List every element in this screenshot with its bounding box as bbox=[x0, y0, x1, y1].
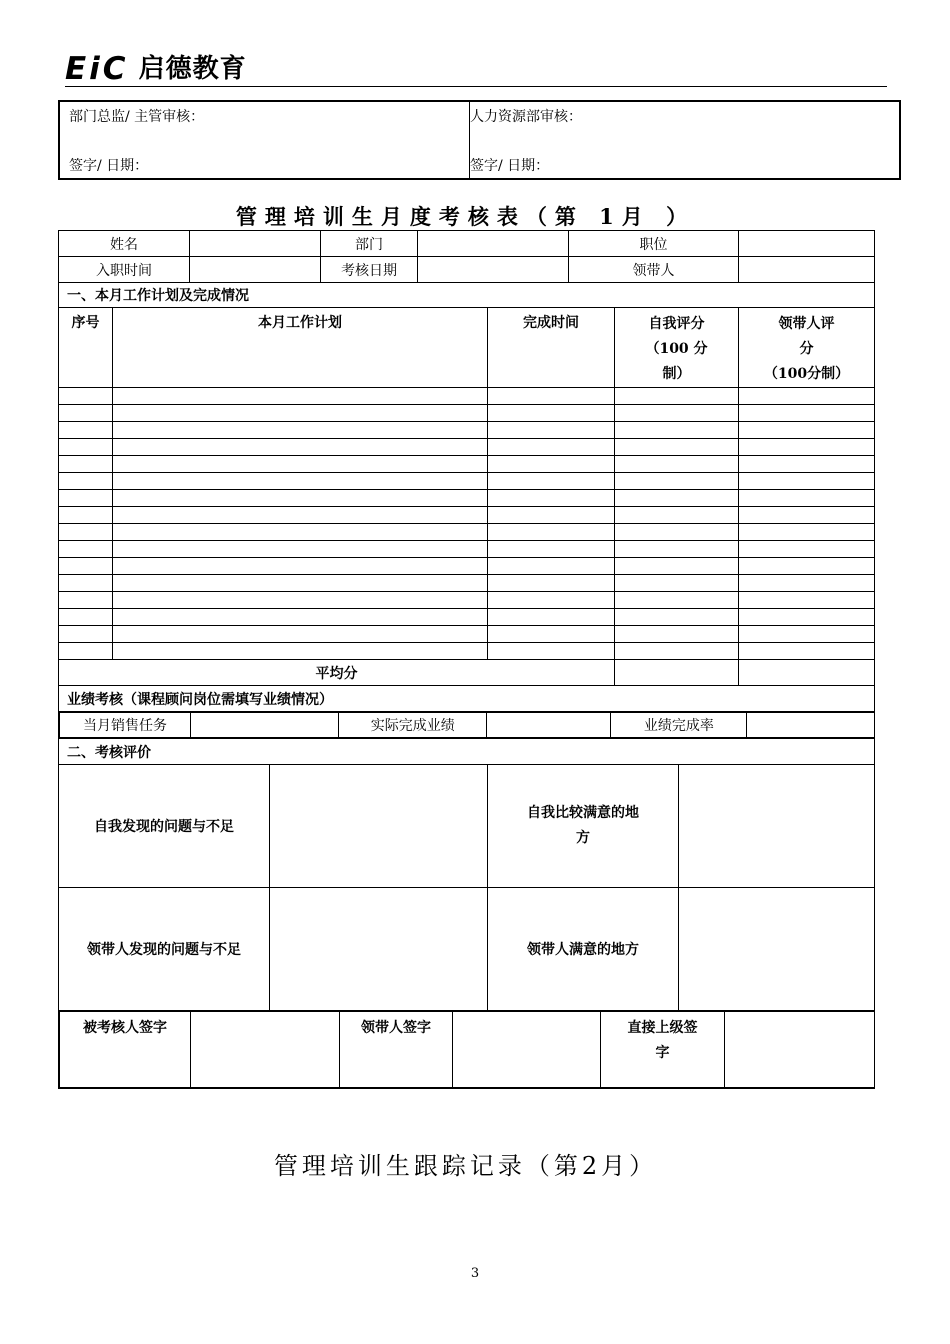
plan-self-cell[interactable] bbox=[615, 558, 739, 575]
plan-no-cell[interactable] bbox=[59, 439, 113, 456]
plan-self-cell[interactable] bbox=[615, 541, 739, 558]
plan-time-cell[interactable] bbox=[488, 388, 615, 405]
plan-time-cell[interactable] bbox=[488, 524, 615, 541]
section1-title-row bbox=[59, 283, 875, 308]
dept-sign-label: 签字/ 日期： bbox=[69, 158, 149, 174]
logo-cn-text: 启德教育 bbox=[138, 54, 247, 84]
sales-task-field[interactable] bbox=[191, 713, 339, 738]
self-eval-row bbox=[59, 765, 875, 888]
mentor-issue-label: 领带人发现的问题与不足 bbox=[59, 888, 270, 1011]
plan-text-cell[interactable] bbox=[113, 558, 488, 575]
plan-mentor-cell[interactable] bbox=[739, 490, 875, 507]
plan-row bbox=[59, 490, 875, 507]
plan-text-cell[interactable] bbox=[113, 456, 488, 473]
plan-time-cell[interactable] bbox=[488, 609, 615, 626]
col-self-score-l3: 制） bbox=[662, 366, 691, 382]
plan-no-cell[interactable] bbox=[59, 490, 113, 507]
plan-row bbox=[59, 626, 875, 643]
reviewee-sign-field[interactable] bbox=[191, 1012, 340, 1088]
dept-field[interactable] bbox=[418, 231, 569, 257]
logo-en-text: EiC bbox=[65, 51, 129, 87]
section1-title: 一、本月工作计划及完成情况 bbox=[59, 283, 875, 308]
info-row-2 bbox=[59, 257, 875, 283]
plan-self-cell[interactable] bbox=[615, 643, 739, 660]
plan-mentor-cell[interactable] bbox=[739, 422, 875, 439]
average-row bbox=[59, 660, 875, 686]
plan-self-cell[interactable] bbox=[615, 422, 739, 439]
plan-mentor-cell[interactable] bbox=[739, 609, 875, 626]
plan-no-cell[interactable] bbox=[59, 507, 113, 524]
plan-text-cell[interactable] bbox=[113, 439, 488, 456]
hr-approval-label: 人力资源部审核： bbox=[470, 109, 582, 125]
plan-self-cell[interactable] bbox=[615, 524, 739, 541]
plan-time-cell[interactable] bbox=[488, 558, 615, 575]
plan-time-cell[interactable] bbox=[488, 405, 615, 422]
plan-time-cell[interactable] bbox=[488, 473, 615, 490]
performance-row bbox=[59, 712, 875, 739]
mentor-sign-field[interactable] bbox=[453, 1012, 601, 1088]
plan-no-cell[interactable] bbox=[59, 558, 113, 575]
review-date-field[interactable] bbox=[418, 257, 569, 283]
plan-row bbox=[59, 609, 875, 626]
plan-self-cell[interactable] bbox=[615, 473, 739, 490]
actual-label: 实际完成业绩 bbox=[339, 713, 487, 738]
plan-row bbox=[59, 507, 875, 524]
plan-self-cell[interactable] bbox=[615, 609, 739, 626]
plan-text-cell[interactable] bbox=[113, 388, 488, 405]
col-self-score-l2: （100 分 bbox=[645, 341, 708, 357]
plan-mentor-cell[interactable] bbox=[739, 524, 875, 541]
plan-time-cell[interactable] bbox=[488, 592, 615, 609]
col-mentor-score-l1: 领带人评 bbox=[778, 316, 835, 332]
plan-no-cell[interactable] bbox=[59, 609, 113, 626]
plan-mentor-cell[interactable] bbox=[739, 456, 875, 473]
plan-mentor-cell[interactable] bbox=[739, 439, 875, 456]
mentor-satisfied-field[interactable] bbox=[679, 888, 875, 1011]
section2-title-row bbox=[59, 739, 875, 765]
plan-text-cell[interactable] bbox=[113, 524, 488, 541]
plan-mentor-cell[interactable] bbox=[739, 405, 875, 422]
plan-text-cell[interactable] bbox=[113, 609, 488, 626]
plan-text-cell[interactable] bbox=[113, 422, 488, 439]
review-form bbox=[58, 230, 875, 1089]
company-logo bbox=[65, 50, 247, 86]
col-plan: 本月工作计划 bbox=[113, 308, 488, 388]
plan-self-cell[interactable] bbox=[615, 507, 739, 524]
plan-text-cell[interactable] bbox=[113, 490, 488, 507]
dept-approval[interactable] bbox=[60, 102, 470, 178]
plan-self-cell[interactable] bbox=[615, 575, 739, 592]
plan-no-cell[interactable] bbox=[59, 575, 113, 592]
plan-row bbox=[59, 439, 875, 456]
plan-self-cell[interactable] bbox=[615, 626, 739, 643]
superior-sign-l2: 字 bbox=[655, 1045, 670, 1061]
plan-self-cell[interactable] bbox=[615, 405, 739, 422]
self-satisfied-field[interactable] bbox=[679, 765, 875, 888]
page-number: 3 bbox=[470, 1266, 480, 1281]
plan-time-cell[interactable] bbox=[488, 456, 615, 473]
plan-mentor-cell[interactable] bbox=[739, 592, 875, 609]
average-label: 平均分 bbox=[59, 660, 615, 686]
col-no: 序号 bbox=[59, 308, 113, 388]
hr-approval[interactable] bbox=[461, 102, 899, 178]
col-mentor-score-l2: 分 bbox=[799, 341, 814, 357]
col-self-score bbox=[615, 308, 739, 388]
plan-mentor-cell[interactable] bbox=[739, 473, 875, 490]
self-satisfied-l2: 方 bbox=[576, 830, 590, 846]
plan-mentor-cell[interactable] bbox=[739, 388, 875, 405]
plan-mentor-cell[interactable] bbox=[739, 626, 875, 643]
plan-mentor-cell[interactable] bbox=[739, 558, 875, 575]
plan-time-cell[interactable] bbox=[488, 626, 615, 643]
col-mentor-score bbox=[739, 308, 875, 388]
join-date-label: 入职时间 bbox=[59, 257, 190, 283]
plan-self-cell[interactable] bbox=[615, 388, 739, 405]
col-time: 完成时间 bbox=[488, 308, 615, 388]
plan-time-cell[interactable] bbox=[488, 422, 615, 439]
plan-text-cell[interactable] bbox=[113, 575, 488, 592]
plan-row bbox=[59, 558, 875, 575]
plan-row bbox=[59, 592, 875, 609]
self-satisfied-label bbox=[488, 765, 679, 888]
performance-title-row bbox=[59, 686, 875, 712]
plan-no-cell[interactable] bbox=[59, 592, 113, 609]
superior-sign-field[interactable] bbox=[725, 1012, 875, 1088]
plan-no-cell[interactable] bbox=[59, 456, 113, 473]
rate-field[interactable] bbox=[747, 713, 874, 738]
plan-no-cell[interactable] bbox=[59, 643, 113, 660]
plan-no-cell[interactable] bbox=[59, 405, 113, 422]
section2-title: 二、考核评价 bbox=[59, 739, 875, 765]
name-label: 姓名 bbox=[59, 231, 190, 257]
plan-no-cell[interactable] bbox=[59, 473, 113, 490]
plan-no-cell[interactable] bbox=[59, 524, 113, 541]
plan-no-cell[interactable] bbox=[59, 422, 113, 439]
plan-self-cell[interactable] bbox=[615, 456, 739, 473]
plan-row bbox=[59, 541, 875, 558]
self-issue-label: 自我发现的问题与不足 bbox=[59, 765, 270, 888]
position-field[interactable] bbox=[739, 231, 875, 257]
plan-time-cell[interactable] bbox=[488, 541, 615, 558]
rate-label: 业绩完成率 bbox=[611, 713, 747, 738]
name-field[interactable] bbox=[190, 231, 321, 257]
plan-time-cell[interactable] bbox=[488, 507, 615, 524]
plan-time-cell[interactable] bbox=[488, 490, 615, 507]
sales-task-label: 当月销售任务 bbox=[60, 713, 191, 738]
plan-mentor-cell[interactable] bbox=[739, 507, 875, 524]
plan-self-cell[interactable] bbox=[615, 592, 739, 609]
position-label: 职位 bbox=[569, 231, 739, 257]
join-date-field[interactable] bbox=[190, 257, 321, 283]
plan-text-cell[interactable] bbox=[113, 643, 488, 660]
superior-sign-l1: 直接上级签 bbox=[627, 1020, 698, 1036]
header-rule bbox=[65, 86, 887, 87]
plan-no-cell[interactable] bbox=[59, 626, 113, 643]
dept-approval-label: 部门总监/ 主管审核： bbox=[69, 109, 205, 125]
plan-no-cell[interactable] bbox=[59, 541, 113, 558]
plan-row bbox=[59, 524, 875, 541]
info-row-1 bbox=[59, 231, 875, 257]
plan-row bbox=[59, 388, 875, 405]
mentor-field[interactable] bbox=[739, 257, 875, 283]
average-mentor-cell[interactable] bbox=[739, 660, 875, 686]
mentor-eval-row bbox=[59, 888, 875, 1011]
plan-row bbox=[59, 422, 875, 439]
col-self-score-l1: 自我评分 bbox=[648, 316, 705, 332]
signature-row bbox=[59, 1011, 875, 1089]
plan-row bbox=[59, 405, 875, 422]
plan-text-cell[interactable] bbox=[113, 507, 488, 524]
average-self-cell[interactable] bbox=[615, 660, 739, 686]
tracking-title: 管理培训生跟踪记录（第2月） bbox=[273, 1152, 658, 1180]
hr-sign-label: 签字/ 日期： bbox=[470, 158, 550, 174]
form-title: 管理培训生月度考核表（第 1月 ） bbox=[235, 204, 696, 229]
plan-time-cell[interactable] bbox=[488, 643, 615, 660]
plan-self-cell[interactable] bbox=[615, 490, 739, 507]
plan-header-row bbox=[59, 308, 875, 388]
col-mentor-score-l3: （100分制） bbox=[763, 366, 850, 382]
approval-box bbox=[58, 100, 901, 180]
signature-inner bbox=[59, 1011, 875, 1088]
mentor-satisfied-label: 领带人满意的地方 bbox=[488, 888, 679, 1011]
plan-time-cell[interactable] bbox=[488, 439, 615, 456]
self-issue-field[interactable] bbox=[270, 765, 488, 888]
actual-field[interactable] bbox=[487, 713, 611, 738]
mentor-sign-label: 领带人签字 bbox=[340, 1012, 453, 1088]
plan-row bbox=[59, 643, 875, 660]
plan-no-cell[interactable] bbox=[59, 388, 113, 405]
reviewee-sign-label: 被考核人签字 bbox=[60, 1012, 191, 1088]
superior-sign-label bbox=[601, 1012, 725, 1088]
review-date-label: 考核日期 bbox=[321, 257, 418, 283]
plan-row bbox=[59, 456, 875, 473]
mentor-label: 领带人 bbox=[569, 257, 739, 283]
plan-time-cell[interactable] bbox=[488, 575, 615, 592]
plan-mentor-cell[interactable] bbox=[739, 541, 875, 558]
plan-row bbox=[59, 473, 875, 490]
plan-text-cell[interactable] bbox=[113, 626, 488, 643]
plan-text-cell[interactable] bbox=[113, 592, 488, 609]
plan-mentor-cell[interactable] bbox=[739, 643, 875, 660]
self-satisfied-l1: 自我比较满意的地 bbox=[527, 805, 639, 821]
performance-title: 业绩考核（课程顾问岗位需填写业绩情况） bbox=[59, 686, 875, 712]
dept-label: 部门 bbox=[321, 231, 418, 257]
performance-inner bbox=[59, 712, 874, 738]
plan-mentor-cell[interactable] bbox=[739, 575, 875, 592]
plan-text-cell[interactable] bbox=[113, 541, 488, 558]
mentor-issue-field[interactable] bbox=[270, 888, 488, 1011]
plan-text-cell[interactable] bbox=[113, 405, 488, 422]
plan-row bbox=[59, 575, 875, 592]
plan-text-cell[interactable] bbox=[113, 473, 488, 490]
plan-self-cell[interactable] bbox=[615, 439, 739, 456]
